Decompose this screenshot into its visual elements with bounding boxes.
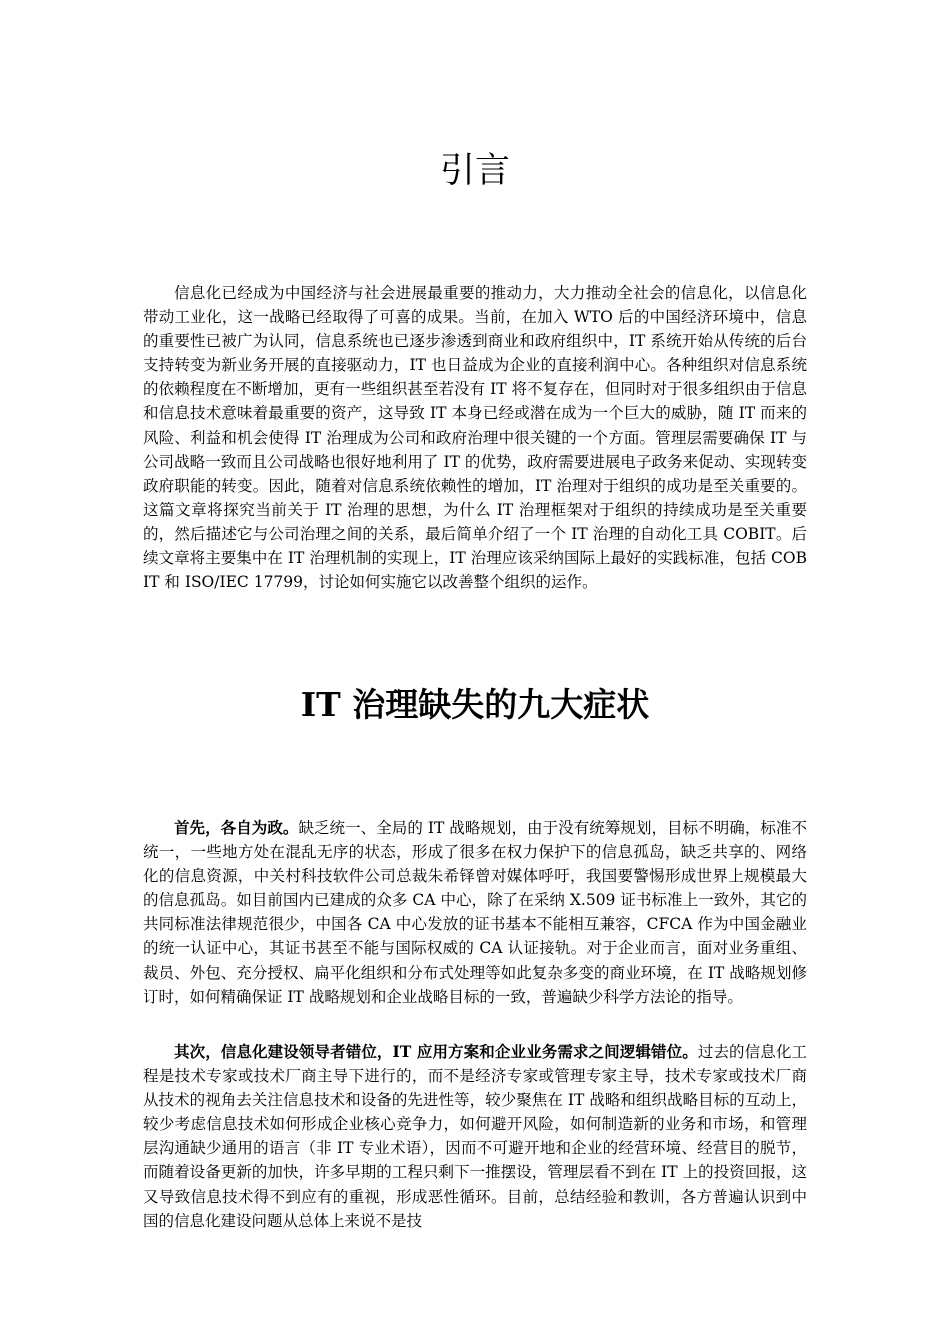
section-title-introduction: 引言: [439, 151, 510, 191]
introduction-paragraph: 信息化已经成为中国经济与社会进展最重要的推动力，大力推动全社会的信息化，以信息化带动工业化，这一战略已经取得了可喜的成果。当前，在加入 WTO 后的中国经济环境中，信息的重要性已被广为认同，信息系统也已逐步渗透到商业和政府组织中，IT 系统开始从传统的后台支持转变为新业务开展的直接驱动力，IT 也日益成为企业的直接利润中心。各种组织对信息系统的依赖程度在不断增加，更有一些组织甚至若没有 IT 将不复存在，但同时对于很多组织由于信息和信息技术意味着最重要的资产，这导致 IT 本身已经或潜在成为一个巨大的威胁，随 IT 而来的风险、利益和机会使得 IT 治理成为公司和政府治理中很关键的一个方面。管理层需要确保 IT 与公司战略一致而且公司战略也很好地利用了 IT 的优势，政府需要进展电子政务来促动、实现转变政府职能的转变。因此，随着对信息系统依赖性的增加，IT 治理对于组织的成功是至关重要的。这篇文章将探究当前关于 IT 治理的思想，为什么 IT 治理框架对于组织的持续成功是至关重要的，然后描述它与公司治理之间的关系，最后简单介绍了一个 IT 治理的自动化工具 COBIT。后续文章将主要集中在 IT 治理机制的实现上，IT 治理应该采纳国际上最好的实践标准，包括 COBIT 和 ISO/IEC 17799，讨论如何实施它以改善整个组织的运作。: [143, 284, 807, 592]
symptom-second-lead: 其次，信息化建设领导者错位，IT 应用方案和企业业务需求之间逻辑错位。: [174, 1042, 698, 1061]
symptom-paragraph-first: [143, 816, 807, 1009]
symptom-first-lead: 首先，各自为政。: [174, 818, 299, 837]
symptom-paragraph-second: [143, 1040, 807, 1233]
section-title-nine-symptoms: IT 治理缺失的九大症状: [300, 685, 650, 724]
symptom-second-body: 过去的信息化工程是技术专家或技术厂商主导下进行的，而不是经济专家或管理专家主导，技术专家或技术厂商从技术的视角去关注信息技术和设备的先进性等，较少聚焦在 IT 战略和组织战略目标的互动上，较少考虑信息技术如何形成企业核心竞争力，如何避开风险，如何制造新的业务和市场，和管理层沟通缺少通用的语言（非 IT 专业术语），因而不可避开地和企业的经营环境、经营目的脱节，而随着设备更新的加快，许多早期的工程只剩下一推摆设，管理层看不到在 IT 上的投资回报，这又导致信息技术得不到应有的重视，形成恶性循环。目前，总结经验和教训，各方普遍认识到中国的信息化建设问题从总体上来说不是技: [143, 1043, 807, 1230]
symptom-first-body: 缺乏统一、全局的 IT 战略规划，由于没有统筹规划，目标不明确，标准不统一，一些地方处在混乱无序的状态，形成了很多在权力保护下的信息孤岛，缺乏共享的、网络化的信息资源，中关村科技软件公司总裁朱希铎曾对媒体呼吁，我国要警惕形成世界上规模最大的信息孤岛。如目前国内已建成的众多 CA 中心，除了在采纳 X.509 证书标准上一致外，其它的共同标准法律规范很少，中国各 CA 中心发放的证书基本不能相互兼容，CFCA 作为中国金融业的统一认证中心，其证书甚至不能与国际权威的 CA 认证接轨。对于企业而言，面对业务重组、裁员、外包、充分授权、扁平化组织和分布式处理等如此复杂多变的商业环境，在 IT 战略规划修订时，如何精确保证 IT 战略规划和企业战略目标的一致，普遍缺少科学方法论的指导。: [143, 819, 807, 1006]
